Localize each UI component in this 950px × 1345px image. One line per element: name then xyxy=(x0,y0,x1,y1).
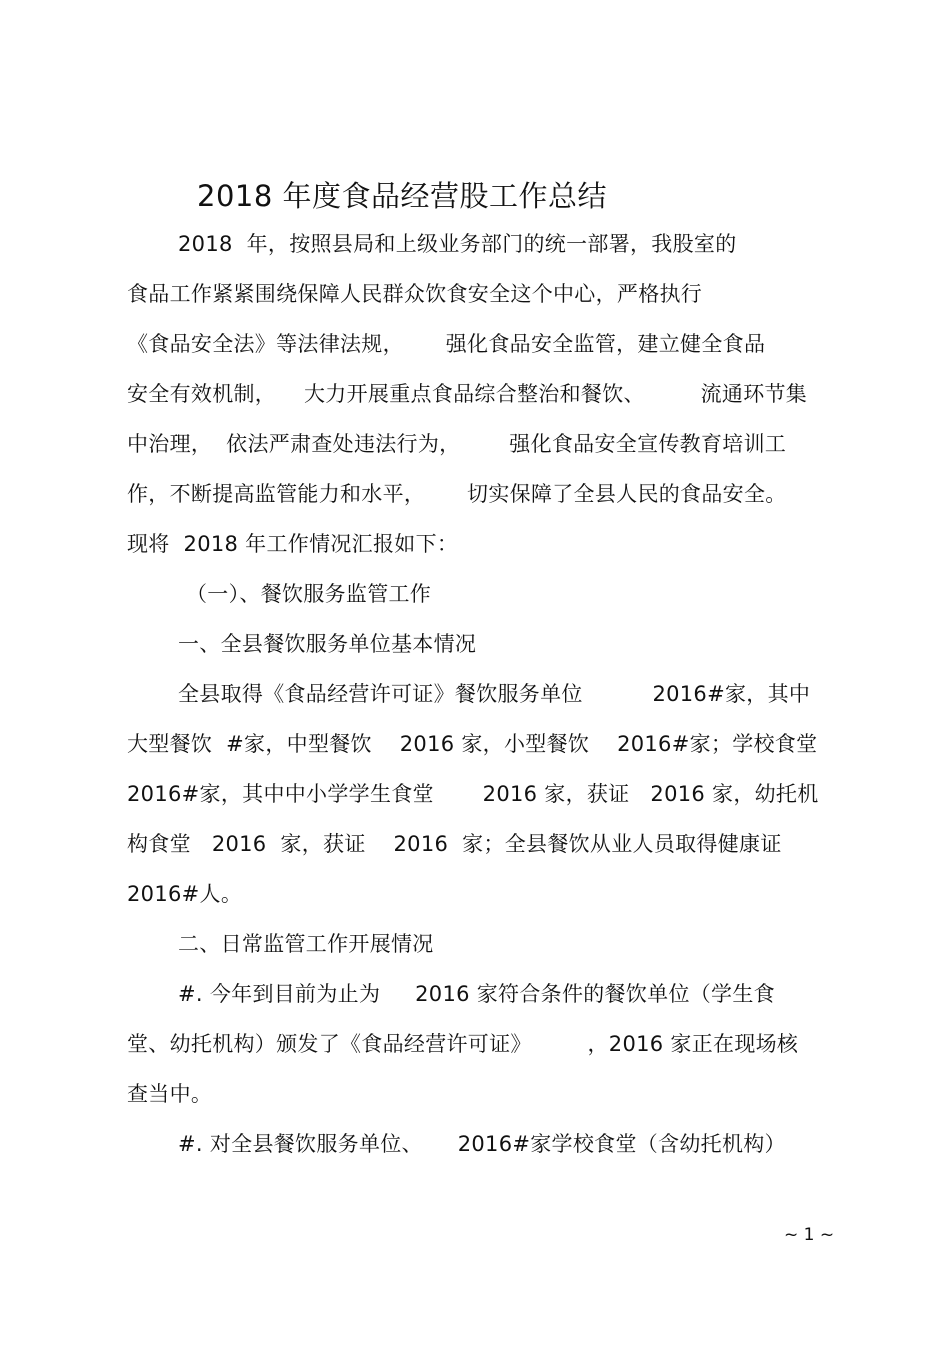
body-line: 查当中。 xyxy=(127,1082,213,1106)
body-line: #. 对全县餐饮服务单位、 2016#家学校食堂（含幼托机构） xyxy=(178,1132,786,1156)
body-line: 安全有效机制， 大力开展重点食品综合整治和餐饮、 流通环节集 xyxy=(127,382,808,406)
body-line: 中治理， 依法严肃查处违法行为， 强化食品安全宣传教育培训工 xyxy=(127,432,787,456)
body-line: 2016#人。 xyxy=(127,882,243,906)
body-line: #. 今年到目前为止为 2016 家符合条件的餐饮单位（学生食 xyxy=(178,982,775,1006)
body-line: 2018 年，按照县局和上级业务部门的统一部署，我股室的 xyxy=(178,232,737,256)
body-line: 《食品安全法》等法律法规， 强化食品安全监管，建立健全食品 xyxy=(127,332,766,356)
document-title: 2018 年度食品经营股工作总结 xyxy=(197,179,608,213)
section-heading: （一）、餐饮服务监管工作 xyxy=(186,582,432,606)
page-number: ~ 1 ~ xyxy=(784,1225,835,1245)
body-line: 作，不断提高监管能力和水平， 切实保障了全县人民的食品安全。 xyxy=(127,482,787,506)
body-line: 全县取得《食品经营许可证》餐饮服务单位 2016#家，其中 xyxy=(178,682,811,706)
subsection-heading: 一、全县餐饮服务单位基本情况 xyxy=(178,632,477,656)
body-line: 食品工作紧紧围绕保障人民群众饮食安全这个中心，严格执行 xyxy=(127,282,703,306)
body-line: 2016#家，其中中小学学生食堂 2016 家，获证 2016 家，幼托机 xyxy=(127,782,819,806)
subsection-heading: 二、日常监管工作开展情况 xyxy=(178,932,434,956)
body-line: 现将 2018 年工作情况汇报如下： xyxy=(127,532,459,556)
body-line: 构食堂 2016 家，获证 2016 家；全县餐饮从业人员取得健康证 xyxy=(127,832,782,856)
body-line: 大型餐饮 #家，中型餐饮 2016 家，小型餐饮 2016#家；学校食堂 xyxy=(127,732,818,756)
body-line: 堂、幼托机构）颁发了《食品经营许可证》 ，2016 家正在现场核 xyxy=(127,1032,799,1056)
